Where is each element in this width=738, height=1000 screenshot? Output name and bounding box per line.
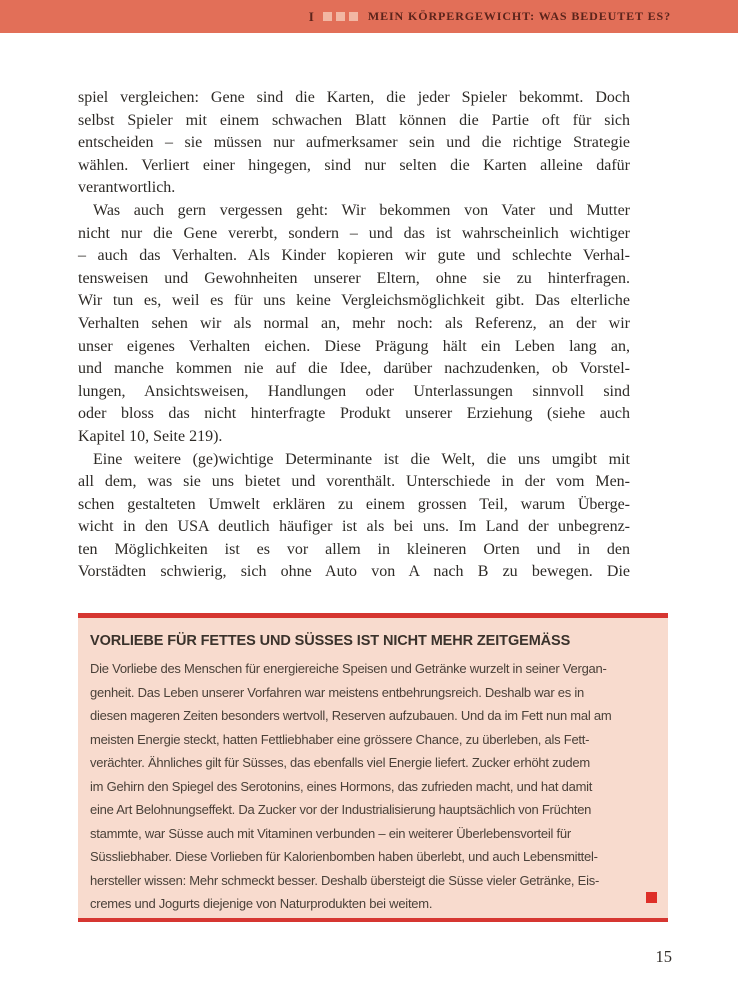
infobox-text-line: eine Art Belohnungseffekt. Da Zucker vor der Industrialisierung hauptsächlich von Früchten [90,802,592,817]
infobox-text-line: im Gehirn den Spiegel des Serotonins, eines Hormons, das zufrieden macht, und hat damit [90,778,593,794]
text-line: und manche kommen nie auf die Idee, darüber nachzudenken, ob Vorstel- [78,360,630,378]
level-square-icon [336,12,345,21]
infobox-text-line: Die Vorliebe des Menschen für energiereiche Speisen und Getränke wurzelt in seiner Vergan- [90,661,607,676]
page-number: 15 [655,947,672,966]
infobox-text-line: meisten Energie steckt, hatten Fettliebhaber eine grössere Chance, zu überleben, als Fett- [90,731,590,747]
text-line: selbst Spieler mit einem schwachen Blatt können die Partie oft für sich [78,111,630,129]
infobox-body [90,657,658,916]
chapter-title: MEIN KÖRPERGEWICHT: WAS BEDEUTET ES? [367,9,671,23]
end-of-box-square-icon [646,892,657,903]
text-line: Verhalten sehen wir als normal an, mehr noch: als Referenz, an der wir [78,314,630,332]
text-line: wicht in den USA deutlich häufiger ist als bei uns. Im Land der unbegrenz- [78,518,630,536]
infobox-text-line: genheit. Das Leben unserer Vorfahren war meistens entbehrungsreich. Deshalb war es in [90,684,584,700]
text-line: Kapitel 10, Seite 219). [78,427,223,445]
paragraph [78,200,630,449]
text-line: Eine weitere (ge)wichtige Determinante ist die Welt, die uns umgibt mit [93,450,630,468]
body-text [78,87,630,584]
part-number-label: I [308,8,315,24]
infobox-title: VORLIEBE FÜR FETTES UND SÜSSES IST NICHT MEHR ZEITGEMÄSS [90,633,571,649]
infobox-text-line: stammte, war Süsse auch mit Vitaminen verbunden – ein weiterer Überlebensvorteil für [90,825,571,841]
text-line: unser eigenes Verhalten eichen. Diese Prägung hält ein Leben lang an, [78,337,630,355]
text-line: oder bloss das nicht hinterfragte Produkt unserer Erziehung (siehe auch [78,405,630,423]
text-line: Vorstädten schwierig, sich ohne Auto von A nach B zu bewegen. Die [78,563,630,581]
text-line: spiel vergleichen: Gene sind die Karten, die jeder Spieler bekommt. Doch [78,89,630,106]
text-line: all dem, was sie uns bietet und vorenthält. Unterschiede in der vom Men- [78,473,630,491]
text-line: ten Möglichkeiten ist es vor allem in kleineren Orten und in den [78,540,630,558]
text-line: lungen, Ansichtsweisen, Handlungen oder Unterlassungen sinnvoll sind [78,382,630,400]
text-line: – auch das Verhalten. Als Kinder kopieren wir gute und schlechte Verhal- [78,247,630,265]
part-level-squares [323,12,358,21]
text-line: nicht nur die Gene vererbt, sondern – und das ist wahrscheinlich wichtiger [78,224,630,242]
text-line: entscheiden – sie müssen nur aufmerksamer sein und die richtige Strategie [78,134,630,152]
level-square-icon [323,12,332,21]
text-line: tensweisen und Gewohnheiten unserer Eltern, ohne sie zu hinterfragen. [78,269,630,287]
text-line: Wir tun es, weil es für uns keine Vergleichsmöglichkeit gibt. Das elterliche [78,292,630,310]
page-footer [656,947,673,967]
infobox-text-line: verächter. Ähnliches gilt für Süsses, das ebenfalls viel Energie liefert. Zucker erhöht zudem [90,755,590,770]
infobox-text-line: diesen mageren Zeiten besonders wertvoll, Reserven aufzubauen. Und da im Fett nun mal am [90,708,612,723]
text-line: Was auch gern vergessen geht: Wir bekommen von Vater und Mutter [93,201,630,219]
paragraph [78,449,630,585]
infobox-text-line: hersteller wissen: Mehr schmeckt besser. Deshalb übersteigt die Süsse vieler Getränke, Eis- [90,872,600,888]
text-line: schen gestalteten Umwelt erklären zu einem grossen Teil, warum Überge- [78,495,630,513]
infobox-text-line: cremes und Jogurts diejenige von Naturprodukten bei weitem. [90,896,433,911]
infobox-text-line: Süssliebhaber. Diese Vorlieben für Kalorienbomben haben überlebt, und auch Lebensmittel- [90,849,598,864]
text-line: wählen. Verliert einer hingegen, sind nur selten die Karten alleine dafür [78,156,630,174]
paragraph [78,87,630,200]
infobox [78,613,668,922]
level-square-icon [349,12,358,21]
chapter-header-bar [0,0,738,33]
text-line: verantwortlich. [78,179,176,197]
